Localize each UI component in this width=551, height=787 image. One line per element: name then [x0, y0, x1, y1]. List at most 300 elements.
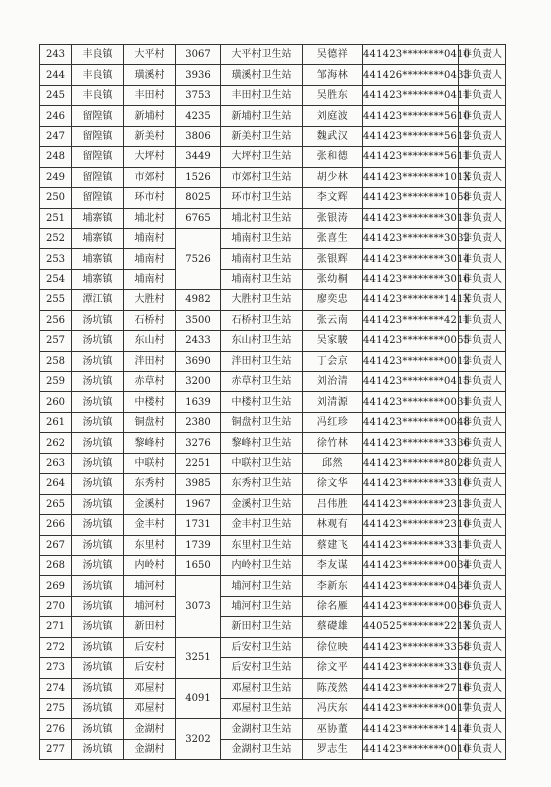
- town-cell: 汤坑镇: [72, 576, 124, 596]
- town-cell: 汤坑镇: [72, 474, 124, 494]
- town-cell: 汤坑镇: [72, 617, 124, 637]
- role-cell: 非负责人: [459, 658, 506, 678]
- village-cell: 赤草村: [124, 372, 176, 392]
- town-cell: 汤坑镇: [72, 310, 124, 330]
- code-cell: 2433: [176, 331, 221, 351]
- role-cell: 非负责人: [459, 147, 506, 167]
- row-number: 254: [40, 269, 72, 289]
- row-number: 257: [40, 331, 72, 351]
- town-cell: 埔寨镇: [72, 269, 124, 289]
- table-row: [40, 331, 506, 351]
- clinic-cell: 环市村卫生站: [221, 188, 303, 208]
- town-cell: 埔寨镇: [72, 208, 124, 228]
- person-name-cell: 巫协董: [303, 719, 363, 739]
- code-cell: 3753: [176, 85, 221, 105]
- person-name-cell: 刘庭波: [303, 106, 363, 126]
- role-cell: 非负责人: [459, 188, 506, 208]
- role-cell: 非负责人: [459, 228, 506, 248]
- person-name-cell: 廖奕忠: [303, 290, 363, 310]
- village-cell: 邓屋村: [124, 699, 176, 719]
- role-cell: 非负责人: [459, 637, 506, 657]
- role-cell: 非负责人: [459, 249, 506, 269]
- id-number-cell: 441423********0036: [363, 596, 459, 616]
- row-number: 265: [40, 494, 72, 514]
- person-name-cell: 徐名雁: [303, 596, 363, 616]
- roster-body: [40, 45, 506, 760]
- person-name-cell: 林观有: [303, 515, 363, 535]
- row-number: 263: [40, 453, 72, 473]
- village-cell: 中联村: [124, 453, 176, 473]
- role-cell: 非负责人: [459, 106, 506, 126]
- village-cell: 内岭村: [124, 555, 176, 575]
- town-cell: 汤坑镇: [72, 637, 124, 657]
- id-number-cell: 441423********3013: [363, 208, 459, 228]
- role-cell: 非负责人: [459, 555, 506, 575]
- town-cell: 留隍镇: [72, 188, 124, 208]
- id-number-cell: 441423********141X: [363, 290, 459, 310]
- clinic-cell: 东里村卫生站: [221, 535, 303, 555]
- id-number-cell: 441423********0055: [363, 331, 459, 351]
- id-number-cell: 441423********4211: [363, 310, 459, 330]
- row-number: 255: [40, 290, 72, 310]
- clinic-cell: 埔南村卫生站: [221, 269, 303, 289]
- table-row: [40, 269, 506, 289]
- person-name-cell: 吴家駿: [303, 331, 363, 351]
- id-number-cell: 441423********0410: [363, 45, 459, 65]
- id-number-cell: 441423********3311: [363, 535, 459, 555]
- role-cell: 非负责人: [459, 678, 506, 698]
- clinic-cell: 赤草村卫生站: [221, 372, 303, 392]
- village-cell: 璜溪村: [124, 65, 176, 85]
- row-number: 277: [40, 739, 72, 759]
- row-number: 247: [40, 126, 72, 146]
- clinic-cell: 东秀村卫生站: [221, 474, 303, 494]
- code-cell: 1967: [176, 494, 221, 514]
- town-cell: 汤坑镇: [72, 351, 124, 371]
- role-cell: 非负责人: [459, 45, 506, 65]
- person-name-cell: 吕伟胜: [303, 494, 363, 514]
- town-cell: 汤坑镇: [72, 719, 124, 739]
- row-number: 270: [40, 596, 72, 616]
- village-cell: 泮田村: [124, 351, 176, 371]
- role-cell: 非负责人: [459, 576, 506, 596]
- person-name-cell: 蔡礎雄: [303, 617, 363, 637]
- clinic-cell: 市郊村卫生站: [221, 167, 303, 187]
- row-number: 248: [40, 147, 72, 167]
- role-cell: 非负责人: [459, 494, 506, 514]
- role-cell: 非负责人: [459, 515, 506, 535]
- row-number: 244: [40, 65, 72, 85]
- village-cell: 后安村: [124, 658, 176, 678]
- person-name-cell: 徐文华: [303, 474, 363, 494]
- role-cell: 非负责人: [459, 433, 506, 453]
- row-number: 246: [40, 106, 72, 126]
- clinic-cell: 内岭村卫生站: [221, 555, 303, 575]
- code-cell: 3202: [176, 719, 221, 760]
- village-cell: 埔南村: [124, 269, 176, 289]
- town-cell: 留隍镇: [72, 167, 124, 187]
- code-cell: 4091: [176, 678, 221, 719]
- role-cell: 非负责人: [459, 208, 506, 228]
- table-row: [40, 188, 506, 208]
- person-name-cell: 冯红珍: [303, 412, 363, 432]
- clinic-cell: 埔南村卫生站: [221, 228, 303, 248]
- role-cell: 非负责人: [459, 310, 506, 330]
- id-number-cell: 441423********3358: [363, 637, 459, 657]
- role-cell: 非负责人: [459, 535, 506, 555]
- table-row: [40, 515, 506, 535]
- town-cell: 丰良镇: [72, 65, 124, 85]
- code-cell: 4235: [176, 106, 221, 126]
- clinic-cell: 埔北村卫生站: [221, 208, 303, 228]
- table-row: [40, 637, 506, 657]
- clinic-cell: 后安村卫生站: [221, 637, 303, 657]
- clinic-cell: 石桥村卫生站: [221, 310, 303, 330]
- table-row: [40, 596, 506, 616]
- clinic-cell: 中联村卫生站: [221, 453, 303, 473]
- village-cell: 金溪村: [124, 494, 176, 514]
- town-cell: 汤坑镇: [72, 658, 124, 678]
- row-number: 258: [40, 351, 72, 371]
- person-name-cell: 张和德: [303, 147, 363, 167]
- person-name-cell: 张幼桐: [303, 269, 363, 289]
- clinic-cell: 邓屋村卫生站: [221, 678, 303, 698]
- person-name-cell: 李文辉: [303, 188, 363, 208]
- village-cell: 埔河村: [124, 576, 176, 596]
- id-number-cell: 441423********0010: [363, 739, 459, 759]
- clinic-cell: 中楼村卫生站: [221, 392, 303, 412]
- code-cell: 6765: [176, 208, 221, 228]
- id-number-cell: 441423********1414: [363, 719, 459, 739]
- id-number-cell: 441423********0012: [363, 351, 459, 371]
- row-number: 273: [40, 658, 72, 678]
- row-number: 261: [40, 412, 72, 432]
- row-number: 250: [40, 188, 72, 208]
- town-cell: 汤坑镇: [72, 678, 124, 698]
- code-cell: 3073: [176, 576, 221, 637]
- row-number: 272: [40, 637, 72, 657]
- person-name-cell: 陈茂然: [303, 678, 363, 698]
- table-row: [40, 147, 506, 167]
- person-name-cell: 徐竹林: [303, 433, 363, 453]
- clinic-cell: 大平村卫生站: [221, 45, 303, 65]
- table-row: [40, 372, 506, 392]
- id-number-cell: 441423********3336: [363, 433, 459, 453]
- table-row: [40, 555, 506, 575]
- row-number: 267: [40, 535, 72, 555]
- clinic-cell: 金湖村卫生站: [221, 739, 303, 759]
- role-cell: 非负责人: [459, 392, 506, 412]
- role-cell: 非负责人: [459, 290, 506, 310]
- village-cell: 石桥村: [124, 310, 176, 330]
- village-cell: 东里村: [124, 535, 176, 555]
- town-cell: 丰良镇: [72, 85, 124, 105]
- role-cell: 非负责人: [459, 269, 506, 289]
- person-name-cell: 吴胜东: [303, 85, 363, 105]
- village-cell: 大胜村: [124, 290, 176, 310]
- clinic-cell: 后安村卫生站: [221, 658, 303, 678]
- role-cell: 非负责人: [459, 85, 506, 105]
- role-cell: 非负责人: [459, 699, 506, 719]
- table-row: [40, 678, 506, 698]
- table-row: [40, 249, 506, 269]
- id-number-cell: 441423********5611: [363, 147, 459, 167]
- clinic-cell: 金溪村卫生站: [221, 494, 303, 514]
- row-number: 266: [40, 515, 72, 535]
- table-row: [40, 494, 506, 514]
- role-cell: 非负责人: [459, 126, 506, 146]
- table-row: [40, 167, 506, 187]
- table-row: [40, 412, 506, 432]
- village-cell: 新田村: [124, 617, 176, 637]
- table-row: [40, 351, 506, 371]
- code-cell: 1739: [176, 535, 221, 555]
- town-cell: 汤坑镇: [72, 372, 124, 392]
- clinic-cell: 埔河村卫生站: [221, 596, 303, 616]
- town-cell: 埔寨镇: [72, 228, 124, 248]
- village-cell: 埔南村: [124, 228, 176, 248]
- table-row: [40, 453, 506, 473]
- town-cell: 汤坑镇: [72, 412, 124, 432]
- person-name-cell: 罗志生: [303, 739, 363, 759]
- id-number-cell: 441423********0034: [363, 555, 459, 575]
- town-cell: 丰良镇: [72, 45, 124, 65]
- village-cell: 市郊村: [124, 167, 176, 187]
- code-cell: 2251: [176, 453, 221, 473]
- id-number-cell: 441423********0434: [363, 576, 459, 596]
- clinic-cell: 黎峰村卫生站: [221, 433, 303, 453]
- town-cell: 汤坑镇: [72, 331, 124, 351]
- role-cell: 非负责人: [459, 719, 506, 739]
- row-number: 260: [40, 392, 72, 412]
- row-number: 253: [40, 249, 72, 269]
- table-row: [40, 719, 506, 739]
- role-cell: 非负责人: [459, 412, 506, 432]
- village-cell: 新埔村: [124, 106, 176, 126]
- role-cell: 非负责人: [459, 351, 506, 371]
- code-cell: 3806: [176, 126, 221, 146]
- id-number-cell: 441423********8028: [363, 453, 459, 473]
- table-row: [40, 433, 506, 453]
- table-row: [40, 699, 506, 719]
- person-name-cell: 徐文平: [303, 658, 363, 678]
- village-cell: 中楼村: [124, 392, 176, 412]
- table-row: [40, 290, 506, 310]
- id-number-cell: 441423********1058: [363, 188, 459, 208]
- town-cell: 留隍镇: [72, 126, 124, 146]
- table-row: [40, 85, 506, 105]
- role-cell: 非负责人: [459, 739, 506, 759]
- code-cell: 1731: [176, 515, 221, 535]
- table-row: [40, 535, 506, 555]
- clinic-cell: 泮田村卫生站: [221, 351, 303, 371]
- role-cell: 非负责人: [459, 617, 506, 637]
- town-cell: 汤坑镇: [72, 699, 124, 719]
- clinic-cell: 东山村卫生站: [221, 331, 303, 351]
- table-row: [40, 392, 506, 412]
- row-number: 264: [40, 474, 72, 494]
- person-name-cell: 李友谋: [303, 555, 363, 575]
- row-number: 245: [40, 85, 72, 105]
- clinic-cell: 铜盘村卫生站: [221, 412, 303, 432]
- person-name-cell: 张云南: [303, 310, 363, 330]
- town-cell: 汤坑镇: [72, 392, 124, 412]
- village-cell: 埔南村: [124, 249, 176, 269]
- id-number-cell: 441423********5612: [363, 126, 459, 146]
- code-cell: 3500: [176, 310, 221, 330]
- row-number: 271: [40, 617, 72, 637]
- town-cell: 潭江镇: [72, 290, 124, 310]
- row-number: 249: [40, 167, 72, 187]
- clinic-cell: 新埔村卫生站: [221, 106, 303, 126]
- row-number: 269: [40, 576, 72, 596]
- table-row: [40, 739, 506, 759]
- role-cell: 非负责人: [459, 372, 506, 392]
- town-cell: 埔寨镇: [72, 249, 124, 269]
- table-row: [40, 65, 506, 85]
- row-number: 275: [40, 699, 72, 719]
- id-number-cell: 441423********0017: [363, 699, 459, 719]
- code-cell: 3690: [176, 351, 221, 371]
- person-name-cell: 刘治清: [303, 372, 363, 392]
- village-cell: 埔北村: [124, 208, 176, 228]
- code-cell: 1650: [176, 555, 221, 575]
- village-cell: 金湖村: [124, 739, 176, 759]
- person-name-cell: 丁会京: [303, 351, 363, 371]
- village-cell: 东山村: [124, 331, 176, 351]
- clinic-cell: 璜溪村卫生站: [221, 65, 303, 85]
- id-number-cell: 441423********3310: [363, 658, 459, 678]
- person-name-cell: 冯庆东: [303, 699, 363, 719]
- id-number-cell: 441423********2310: [363, 515, 459, 535]
- table-row: [40, 45, 506, 65]
- village-cell: 金湖村: [124, 719, 176, 739]
- person-name-cell: 魏武汉: [303, 126, 363, 146]
- town-cell: 汤坑镇: [72, 433, 124, 453]
- code-cell: 3449: [176, 147, 221, 167]
- code-cell: 3200: [176, 372, 221, 392]
- row-number: 268: [40, 555, 72, 575]
- town-cell: 汤坑镇: [72, 515, 124, 535]
- id-number-cell: 441423********3032: [363, 228, 459, 248]
- table-row: [40, 658, 506, 678]
- clinic-cell: 新田村卫生站: [221, 617, 303, 637]
- role-cell: 非负责人: [459, 453, 506, 473]
- person-name-cell: 张银辉: [303, 249, 363, 269]
- town-cell: 汤坑镇: [72, 596, 124, 616]
- town-cell: 汤坑镇: [72, 555, 124, 575]
- code-cell: 8025: [176, 188, 221, 208]
- person-name-cell: 张银涛: [303, 208, 363, 228]
- role-cell: 非负责人: [459, 65, 506, 85]
- person-name-cell: 胡少林: [303, 167, 363, 187]
- village-cell: 铜盘村: [124, 412, 176, 432]
- clinic-cell: 丰田村卫生站: [221, 85, 303, 105]
- table-row: [40, 474, 506, 494]
- clinic-cell: 金湖村卫生站: [221, 719, 303, 739]
- village-cell: 邓屋村: [124, 678, 176, 698]
- person-name-cell: 徐位映: [303, 637, 363, 657]
- village-cell: 金丰村: [124, 515, 176, 535]
- row-number: 259: [40, 372, 72, 392]
- person-name-cell: 邹海林: [303, 65, 363, 85]
- id-number-cell: 441423********101X: [363, 167, 459, 187]
- village-cell: 丰田村: [124, 85, 176, 105]
- clinic-cell: 大坪村卫生站: [221, 147, 303, 167]
- person-name-cell: 吴德祥: [303, 45, 363, 65]
- village-cell: 环市村: [124, 188, 176, 208]
- row-number: 243: [40, 45, 72, 65]
- table-row: [40, 228, 506, 248]
- code-cell: 3985: [176, 474, 221, 494]
- clinic-cell: 大胜村卫生站: [221, 290, 303, 310]
- id-number-cell: 441423********3016: [363, 269, 459, 289]
- town-cell: 汤坑镇: [72, 453, 124, 473]
- village-cell: 后安村: [124, 637, 176, 657]
- person-name-cell: 李新东: [303, 576, 363, 596]
- code-cell: 3276: [176, 433, 221, 453]
- id-number-cell: 441423********5610: [363, 106, 459, 126]
- code-cell: 4982: [176, 290, 221, 310]
- town-cell: 留隍镇: [72, 106, 124, 126]
- role-cell: 非负责人: [459, 331, 506, 351]
- person-name-cell: 张喜生: [303, 228, 363, 248]
- code-cell: 1526: [176, 167, 221, 187]
- role-cell: 非负责人: [459, 167, 506, 187]
- id-number-cell: 440525********221X: [363, 617, 459, 637]
- person-name-cell: 刘清源: [303, 392, 363, 412]
- town-cell: 汤坑镇: [72, 494, 124, 514]
- table-row: [40, 208, 506, 228]
- id-number-cell: 441423********0031: [363, 392, 459, 412]
- row-number: 276: [40, 719, 72, 739]
- town-cell: 留隍镇: [72, 147, 124, 167]
- clinic-cell: 金丰村卫生站: [221, 515, 303, 535]
- town-cell: 汤坑镇: [72, 535, 124, 555]
- id-number-cell: 441423********0048: [363, 412, 459, 432]
- id-number-cell: 441423********2313: [363, 494, 459, 514]
- code-cell: 3251: [176, 637, 221, 678]
- code-cell: 7526: [176, 228, 221, 289]
- id-number-cell: 441426********0433: [363, 65, 459, 85]
- table-row: [40, 617, 506, 637]
- clinic-cell: 邓屋村卫生站: [221, 699, 303, 719]
- code-cell: 1639: [176, 392, 221, 412]
- table-row: [40, 126, 506, 146]
- role-cell: 非负责人: [459, 474, 506, 494]
- role-cell: 非负责人: [459, 596, 506, 616]
- village-cell: 埔河村: [124, 596, 176, 616]
- table-row: [40, 576, 506, 596]
- id-number-cell: 441423********0411: [363, 85, 459, 105]
- village-cell: 黎峰村: [124, 433, 176, 453]
- row-number: 262: [40, 433, 72, 453]
- code-cell: 3067: [176, 45, 221, 65]
- table-row: [40, 106, 506, 126]
- roster-table: [39, 44, 506, 760]
- code-cell: 3936: [176, 65, 221, 85]
- village-cell: 大坪村: [124, 147, 176, 167]
- clinic-cell: 埔南村卫生站: [221, 249, 303, 269]
- id-number-cell: 441423********0415: [363, 372, 459, 392]
- row-number: 252: [40, 228, 72, 248]
- person-name-cell: 蔡建飞: [303, 535, 363, 555]
- id-number-cell: 441423********3014: [363, 249, 459, 269]
- person-name-cell: 邱然: [303, 453, 363, 473]
- code-cell: 2380: [176, 412, 221, 432]
- row-number: 274: [40, 678, 72, 698]
- village-cell: 东秀村: [124, 474, 176, 494]
